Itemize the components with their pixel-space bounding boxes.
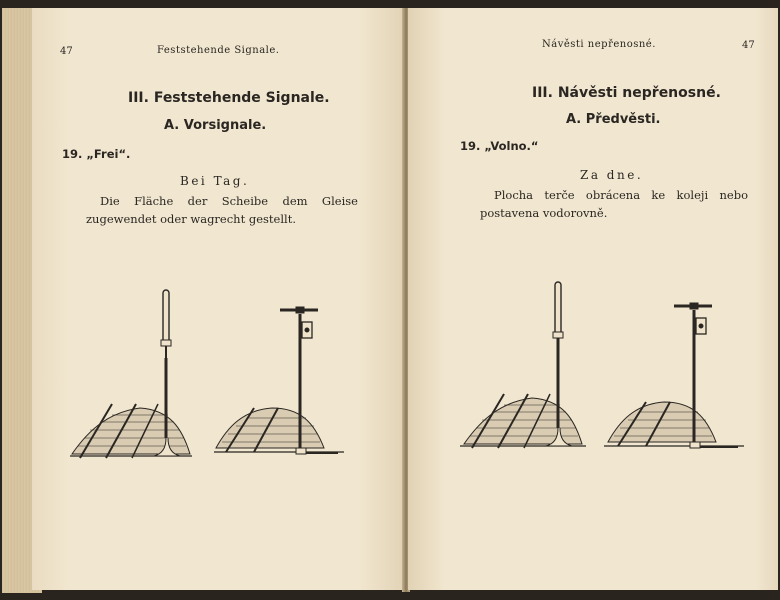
left-item-label: 19. „Frei“.: [62, 147, 131, 161]
left-description: Die Fläche der Scheibe dem Gleise zugewendet oder wagrecht gestellt.: [86, 194, 358, 226]
right-running-head: Návěsti nepřenosné.: [542, 39, 656, 50]
right-page: [408, 8, 778, 590]
left-page-number: 47: [60, 46, 73, 57]
right-section-heading: III. Návěsti nepřenosné.: [532, 85, 721, 101]
left-running-head: Feststehende Signale.: [157, 45, 280, 56]
right-description: Plocha terče obrácena ke koleji nebo postavena vodorovně.: [480, 188, 748, 220]
disc-horizontal-signal: [604, 294, 744, 460]
left-section-heading: III. Feststehende Signale.: [128, 90, 330, 106]
disc-face-on-signal: [460, 280, 586, 458]
left-condition: Bei Tag.: [180, 174, 250, 188]
left-page: [32, 8, 404, 590]
right-page-number: 47: [742, 40, 755, 51]
disc-face-on-signal: [70, 288, 192, 468]
right-item-label: 19. „Volno.“: [460, 139, 539, 153]
right-condition: Za dne.: [580, 168, 644, 182]
disc-horizontal-signal: [214, 298, 344, 468]
left-subheading: A. Vorsignale.: [164, 118, 267, 133]
right-subheading: A. Předvěsti.: [566, 112, 661, 127]
